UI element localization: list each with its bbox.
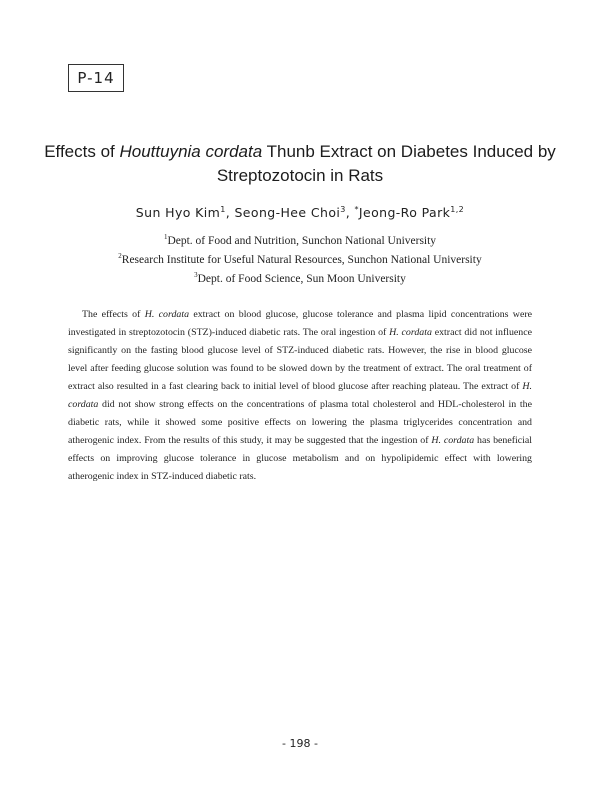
presentation-code-box xyxy=(68,64,124,92)
affiliation-mark: 2 xyxy=(118,252,122,260)
affiliation-mark: 3 xyxy=(194,271,198,279)
affiliation-list xyxy=(40,230,560,287)
affiliation xyxy=(40,268,560,287)
author-affiliation-mark: 3 xyxy=(340,205,346,214)
paper-title xyxy=(40,140,560,188)
affiliation-text: Dept. of Food and Nutrition, Sunchon National University xyxy=(167,235,437,247)
affiliation xyxy=(40,230,560,249)
abstract-text: has beneficial effects on improving glucose tolerance in glucose metabolism and on hypolipidemic effect with lowering atherogenic index in STZ-induced diabetic rats. xyxy=(68,435,533,482)
corresponding-author xyxy=(354,205,464,220)
abstract-text: extract did not influence significantly on the fasting blood glucose level of STZ-induced diabetic rats. However, the rise in blood glucose level after feeding glucose solution was found to be slowed down by the treatment of extract. The oral treatment of extract also resulted in a fast clearing back to initial level of blood glucose after reaching plateau. The extract of xyxy=(68,327,533,392)
affiliation-text: Dept. of Food Science, Sun Moon University xyxy=(197,273,406,285)
author-name: Jeong-Ro Park xyxy=(358,205,451,220)
affiliation-mark: 1 xyxy=(163,233,168,241)
species-name: H. cordata xyxy=(389,327,432,338)
author-affiliation-mark: 1 xyxy=(220,205,226,214)
author-name: Sun Hyo Kim xyxy=(135,205,221,220)
title-line-2: Streptozotocin in Rats xyxy=(216,166,384,185)
species-name: H. cordata xyxy=(144,309,190,320)
title-species: Houttuynia cordata xyxy=(119,142,263,161)
abstract-text: did not show strong effects on the concentrations of plasma total cholesterol and HDL-cholesterol in the diabetic rats, while it showed some positive effects on lowering the plasma triglycerides concentration and atherogenic index. From the results of this study, it may be suggested that the ingestion of xyxy=(68,399,532,446)
author-affiliation-mark: 1,2 xyxy=(450,205,465,214)
corresponding-mark: * xyxy=(354,205,359,214)
page-number: - 198 - xyxy=(282,737,318,750)
title-suffix: Thunb Extract on Diabetes Induced by xyxy=(262,142,556,161)
author xyxy=(136,205,226,220)
abstract-paragraph xyxy=(68,306,532,486)
abstract-text: extract on blood glucose, glucose tolerance and plasma lipid concentrations were investigated in streptozotocin (STZ)-induced diabetic rats. The oral ingestion of xyxy=(68,309,532,338)
presentation-code: P-14 xyxy=(77,69,115,87)
species-name: H. cordata xyxy=(431,435,475,446)
affiliation xyxy=(40,249,560,268)
title-line-1 xyxy=(40,140,560,164)
species-name: H. cordata xyxy=(68,381,532,410)
abstract-text: The effects of xyxy=(82,309,145,320)
title-prefix: Effects of xyxy=(44,142,120,161)
author-list: Sun Hyo Kim$^1$, Seong-Hee Choi$^3$, *Jeong-Ro Park$^{1,2}$ xyxy=(135,205,465,220)
affiliation-text: Research Institute for Useful Natural Resources, Sunchon National University xyxy=(121,254,482,266)
author xyxy=(234,205,345,220)
author-name: Seong-Hee Choi xyxy=(234,205,341,220)
